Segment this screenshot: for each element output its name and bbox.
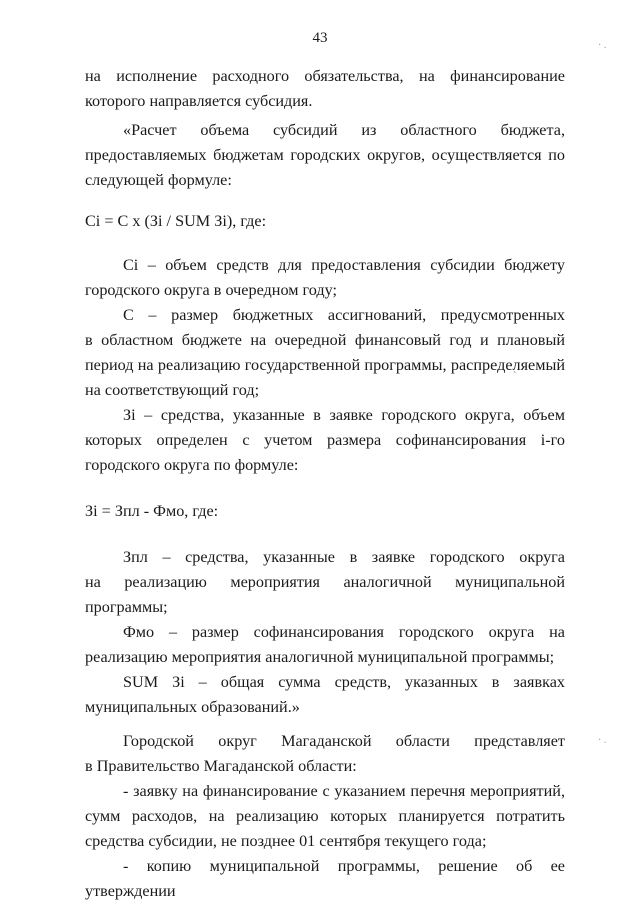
paragraph-obligation: на исполнение расходного обязательства, на финансирование которого направляется субсидия. [85,67,565,110]
scan-speck: · . [598,40,607,51]
list-item-program-copy: - копию муниципальной программы, решение об ее утверждении [85,857,565,900]
list-item-application: - заявку на финансирование с указанием перечня мероприятий, сумм расходов, на реализацию которых планируется потратить средства субсидии, не позднее 01 сентября текущего года; [85,782,565,850]
paragraph-district-submits-rest: в Правительство Магаданской области: [85,757,357,775]
paragraph-district-submits-start: Городской округ Магаданской области представляет [123,732,565,750]
document-body [85,64,565,904]
paragraph-fmo-definition: Фмо – размер софинансирования городского округа на реализацию мероприятия аналогичной муниципальной программы; [85,623,565,666]
paragraph-ci-definition: Сi – объем средств для предоставления субсидии бюджету городского округа в очередном году; [85,256,565,299]
paragraph-c-definition-start: С – размер бюджетных ассигнований, предусмотренных [123,306,565,324]
paragraph-zpl-definition-start: Зпл – средства, указанные в заявке городского округа [123,548,565,566]
paragraph-zpl-definition-rest: на реализацию мероприятия аналогичной муниципальной программы; [85,573,565,616]
paragraph-calculation-intro: «Расчет объема субсидий из областного бюджета, предоставляемых бюджетам городских округов, осуществляется по следующей формуле: [85,121,565,189]
scan-speck: · . [598,735,607,746]
paragraph-sum-definition: SUM Зi – общая сумма средств, указанных в заявках муниципальных образований.» [85,673,565,716]
paragraph-zi-definition: Зi – средства, указанные в заявке городского округа, объем которых определен с учетом размера софинансирования i-го городского округа по формуле: [85,406,565,474]
formula-zi: Зi = Зпл - Фмо, где: [85,502,219,520]
page-number: 43 [312,30,328,46]
scan-speck: ` [513,371,517,382]
formula-subsidy: Сi = C x (Зi / SUM Зi), где: [85,212,267,230]
paragraph-c-definition-rest: в областном бюджете на очередной финансовый год и плановый период на реализацию государственной программы, распределяемый на соответствующий год; [85,331,565,399]
